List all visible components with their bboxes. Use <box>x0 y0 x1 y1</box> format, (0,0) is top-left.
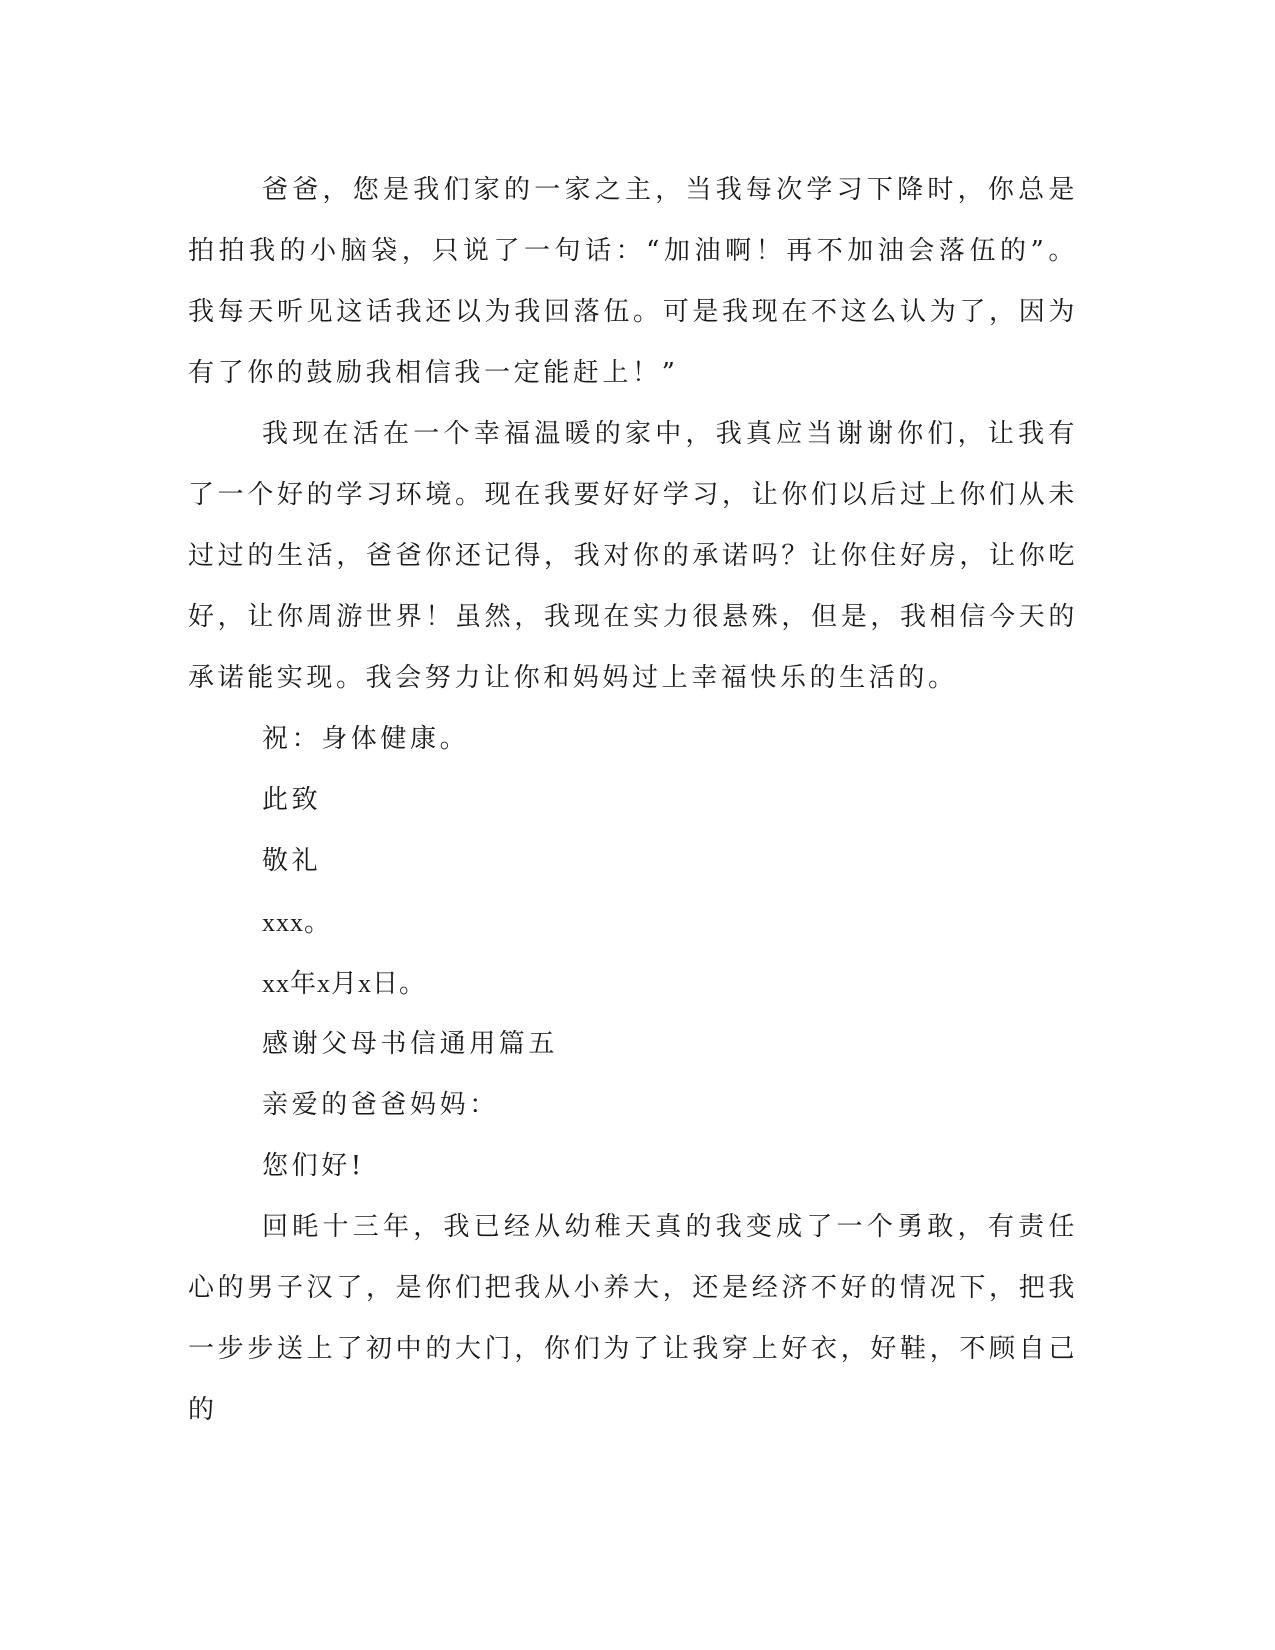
closing-line-1: 此致 <box>262 785 322 815</box>
paragraph-final: 回眊十三年，我已经从幼稚天真的我变成了一个勇敢，有责任心的男子汉了，是你们把我从小养大，还是经济不好的情况下，把我一步步送上了初中的大门，你们为了让我穿上好衣，好鞋，不顾自己的 <box>188 1212 1078 1425</box>
closing-line-2: 敬礼 <box>262 846 322 876</box>
letter-body <box>188 160 1078 1441</box>
salutation: 亲爱的爸爸妈妈： <box>262 1090 499 1120</box>
section-title: 感谢父母书信通用篇五 <box>262 1029 559 1059</box>
paragraph-home: 我现在活在一个幸福温暖的家中，我真应当谢谢你们，让我有了一个好的学习环境。现在我要好好学习，让你们以后过上你们从未过过的生活，爸爸你还记得，我对你的承诺吗？让你住好房，让你吃好，让你周游世界！虽然，我现在实力很悬殊，但是，我相信今天的承诺能实现。我会努力让你和妈妈过上幸福快乐的生活的。 <box>188 419 1078 693</box>
signature: xxx。 <box>262 908 332 937</box>
date-line: xx年x月x日。 <box>262 969 427 998</box>
wish-line: 祝：身体健康。 <box>262 724 470 754</box>
greeting: 您们好! <box>262 1151 365 1181</box>
paragraph-father: 爸爸，您是我们家的一家之主，当我每次学习下降时，你总是拍拍我的小脑袋，只说了一句话：“加油啊！再不加油会落伍的”。我每天听见这话我还以为我回落伍。可是我现在不这么认为了，因为有了你的鼓励我相信我一定能赶上！” <box>188 175 1078 388</box>
